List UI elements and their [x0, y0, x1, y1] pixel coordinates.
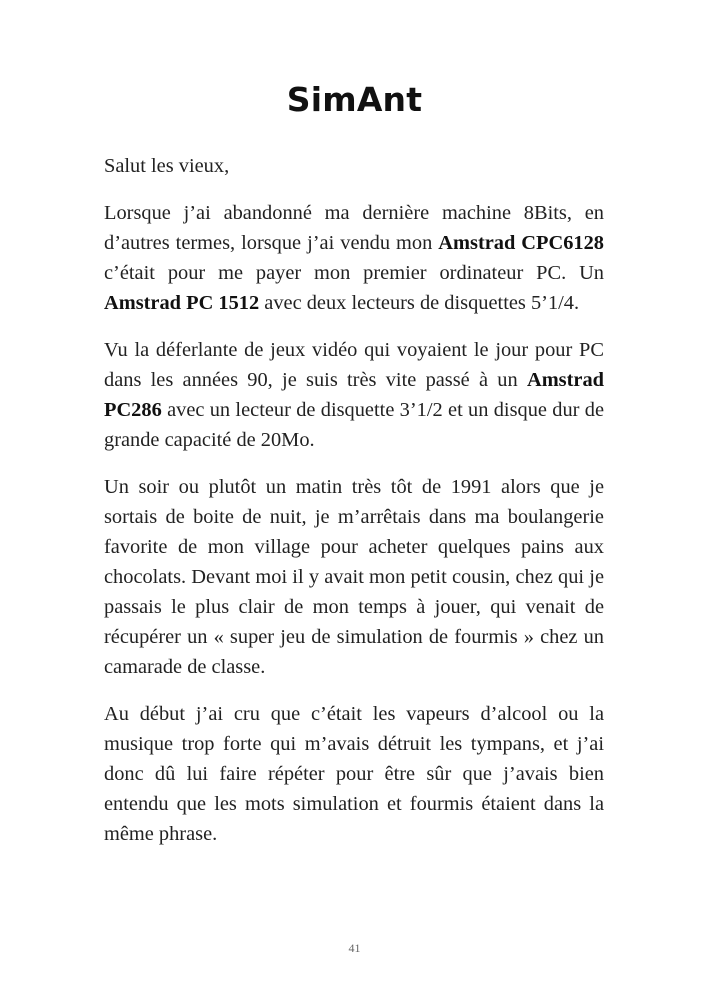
paragraph-4: Au début j’ai cru que c’était les vapeurs d’alcool ou la musique trop forte qui m’avais détruit les tympans, et j’ai donc dû lui faire répéter pour être sûr que j’avais bien entendu que les mots simulation et fourmis étaient dans la même phrase.	[104, 703, 604, 845]
paragraph-1-bold-pc1512: Amstrad PC 1512	[104, 292, 260, 314]
paragraph-2	[104, 335, 604, 455]
paragraph-1-text-3: avec deux lecteurs de disquettes 5’1/4.	[259, 292, 580, 314]
greeting-paragraph: Salut les vieux,	[104, 155, 230, 177]
paragraph-2-bold-pc286: Amstrad PC286	[104, 369, 604, 421]
paragraph-1-text-2: c’était pour me payer mon premier ordinateur PC. Un	[104, 262, 604, 284]
page-number: 41	[348, 941, 361, 955]
paragraph-2-text-1: Vu la déferlante de jeux vidéo qui voyaient le jour pour PC dans les années 90, je suis très vite passé à un	[104, 339, 604, 391]
paragraph-1-bold-cpc6128: Amstrad CPC6128	[438, 232, 604, 254]
paragraph-1-text-1: Lorsque j’ai abandonné ma dernière machine 8Bits, en d’autres termes, lorsque j’ai vendu mon	[104, 202, 604, 254]
paragraph-2-text-2: avec un lecteur de disquette 3’1/2 et un disque dur de grande capacité de 20Mo.	[104, 399, 604, 451]
page-title: SimAnt	[286, 80, 423, 119]
article-body	[104, 151, 604, 866]
paragraph-1	[104, 198, 604, 318]
paragraph-3: Un soir ou plutôt un matin très tôt de 1991 alors que je sortais de boite de nuit, je m’arrêtais dans ma boulangerie favorite de mon village pour acheter quelques pains aux chocolats. Devant moi il y avait mon petit cousin, chez qui je passais le plus clair de mon temps à jouer, qui venait de récupérer un « super jeu de simulation de fourmis » chez un camarade de classe.	[104, 476, 604, 678]
